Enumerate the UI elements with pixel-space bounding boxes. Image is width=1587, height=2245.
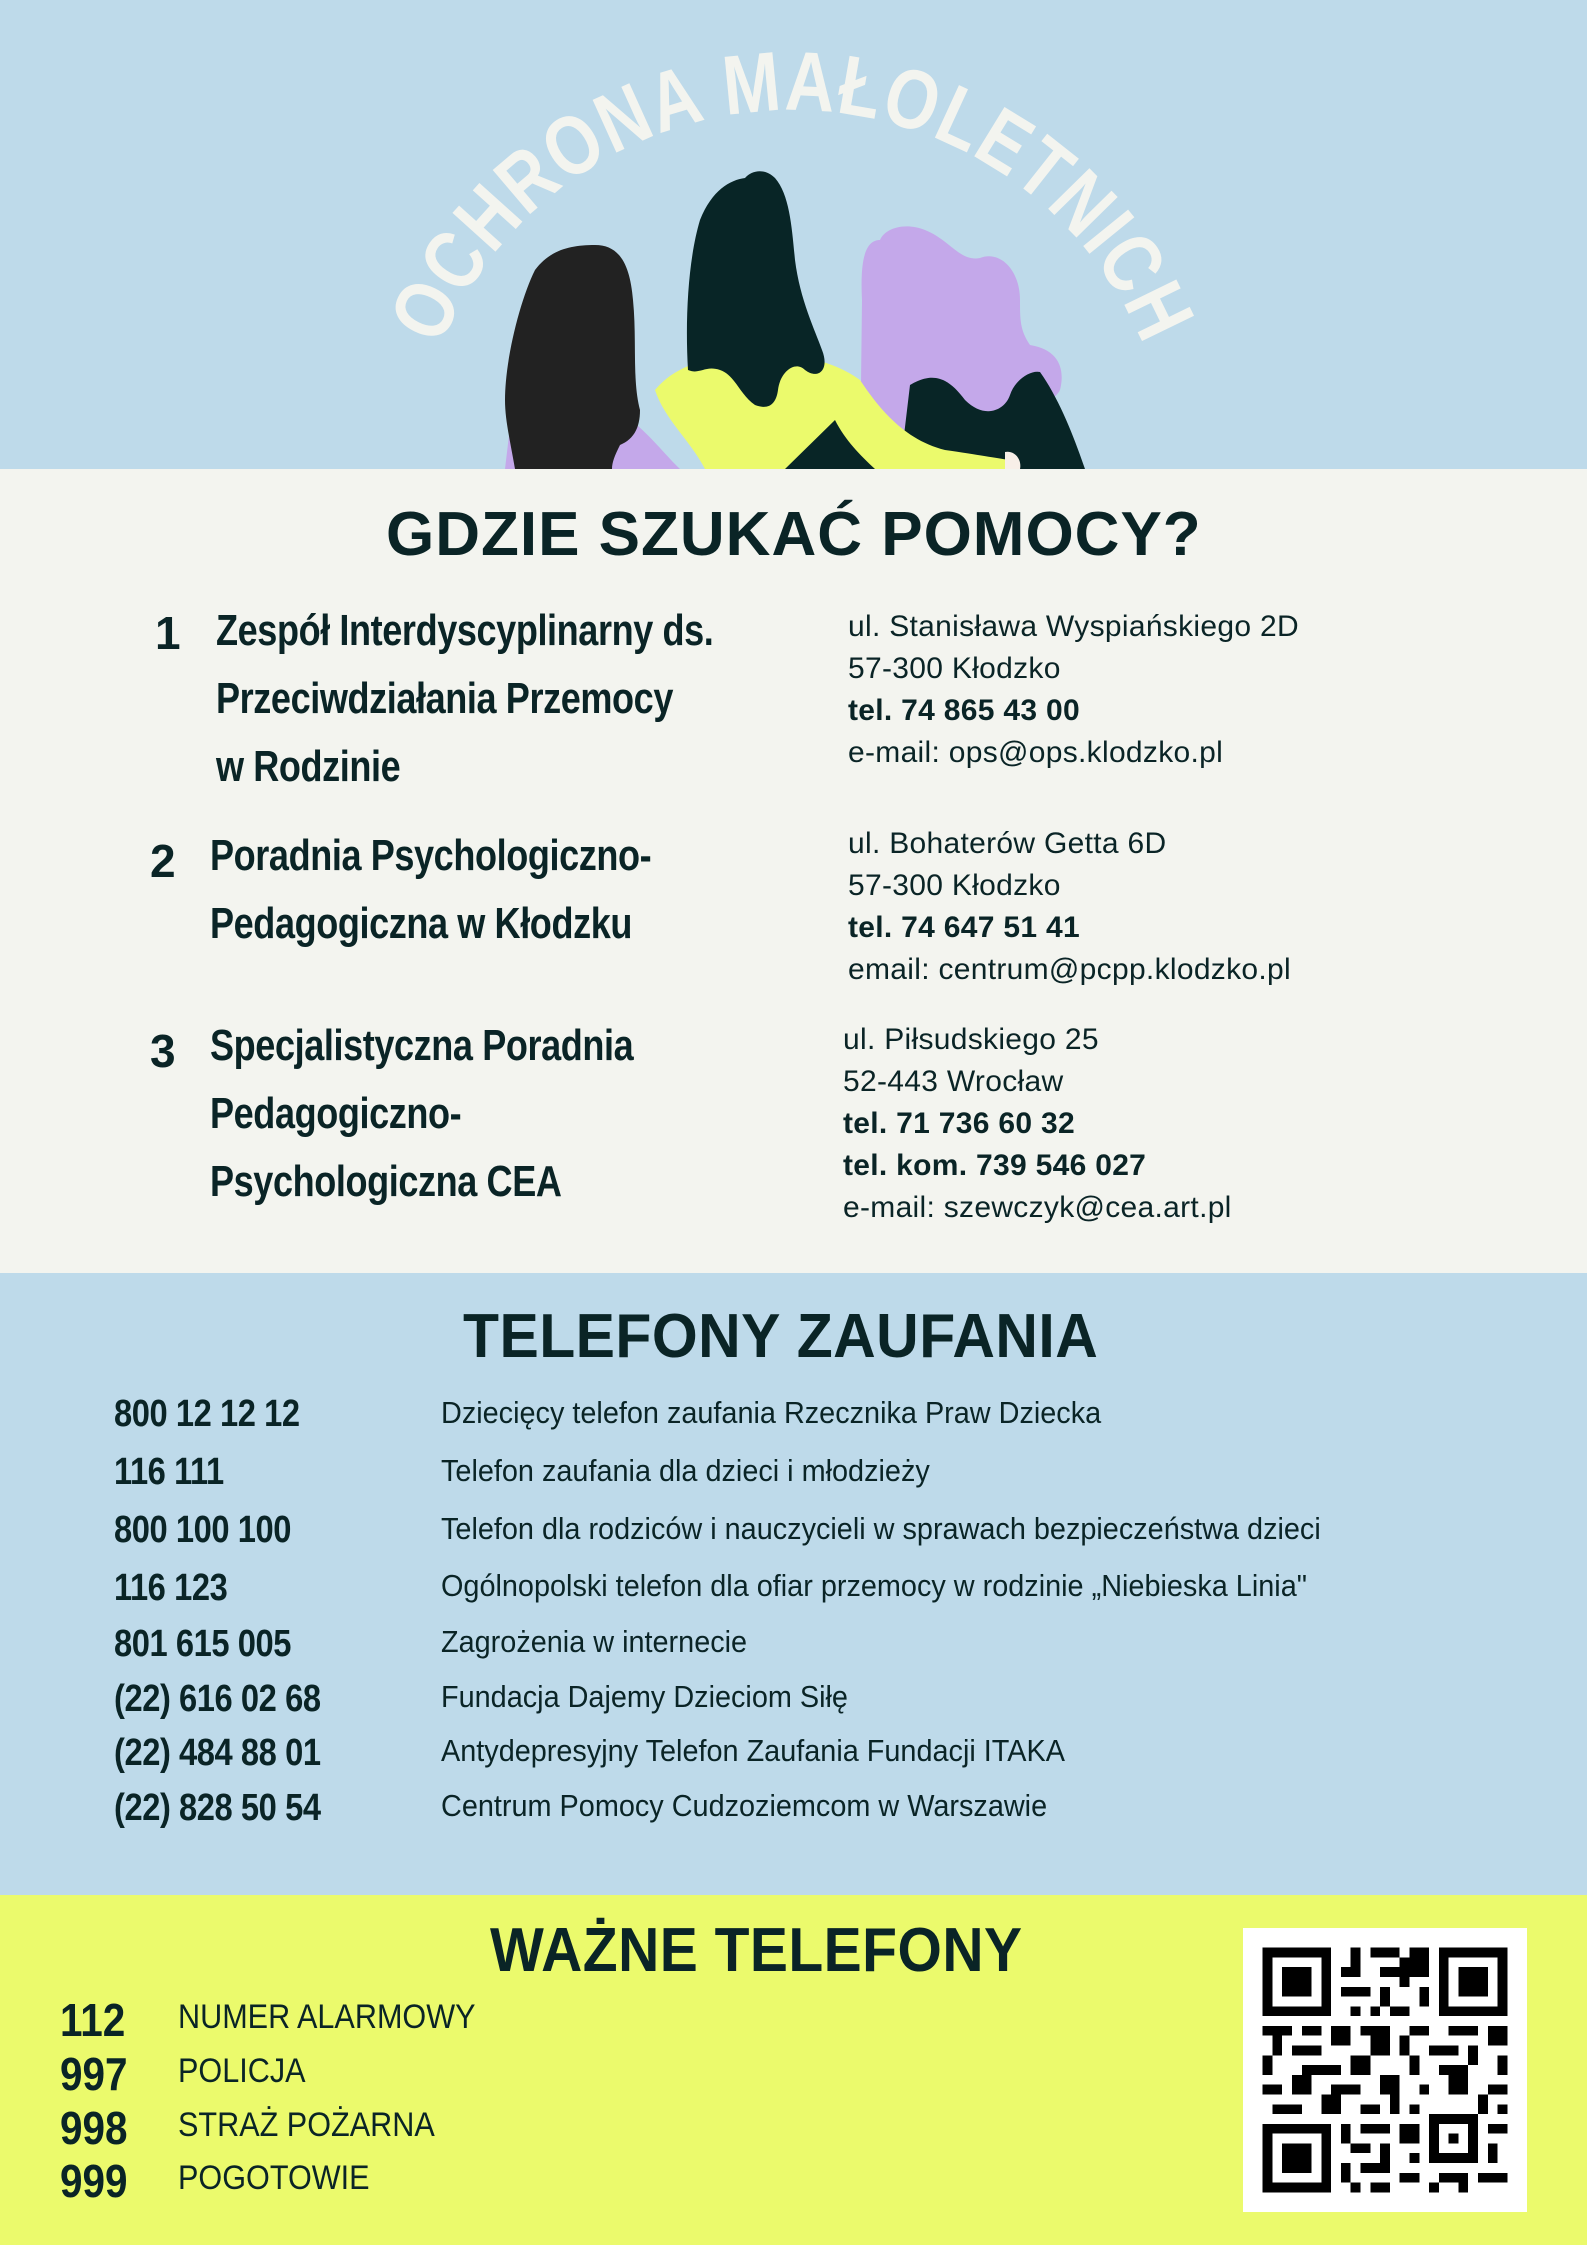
emergency-label: NUMER ALARMOWY (178, 1998, 476, 2036)
hotline-number[interactable]: 801 615 005 (114, 1623, 292, 1665)
three-friends-hugging-illustration (505, 171, 1085, 469)
emergency-number[interactable]: 112 (60, 1994, 126, 2046)
org-name-line: Psychologiczna CEA (210, 1157, 562, 1206)
emergency-number[interactable]: 999 (60, 2155, 128, 2207)
hotline-number[interactable]: (22) 616 02 68 (114, 1678, 321, 1720)
hotline-number[interactable]: (22) 828 50 54 (114, 1787, 321, 1829)
org-address: ul. Stanisława Wyspiańskiego 2D (848, 610, 1299, 643)
hotline-description: Telefon zaufania dla dzieci i młodzieży (441, 1453, 930, 1488)
hotline-number[interactable]: 116 123 (114, 1567, 228, 1609)
hotline-description: Dziecięcy telefon zaufania Rzecznika Praw Dziecka (441, 1395, 1102, 1430)
org-phone[interactable]: tel. 74 865 43 00 (848, 694, 1080, 727)
org-name-line: w Rodzinie (216, 742, 401, 791)
org-address: ul. Bohaterów Getta 6D (848, 827, 1167, 860)
org-mobile-phone[interactable]: tel. kom. 739 546 027 (843, 1149, 1147, 1182)
org-name-line: Poradnia Psychologiczno- (210, 831, 652, 880)
hotline-description: Ogólnopolski telefon dla ofiar przemocy w rodzinie „Niebieska Linia" (441, 1568, 1307, 1603)
item-number: 3 (150, 1025, 176, 1077)
emergency-label: POGOTOWIE (178, 2159, 370, 2197)
org-address: ul. Piłsudskiego 25 (843, 1023, 1099, 1056)
emergency-number[interactable]: 998 (60, 2102, 128, 2154)
hero-banner (0, 0, 1587, 469)
org-city: 52-443 Wrocław (843, 1065, 1064, 1098)
hotlines-title: TELEFONY ZAUFANIA (463, 1302, 1099, 1371)
hotline-description: Fundacja Dajemy Dzieciom Siłę (441, 1679, 848, 1714)
emergency-number[interactable]: 997 (60, 2048, 128, 2100)
important-numbers-section (0, 1895, 1587, 2245)
org-phone[interactable]: tel. 71 736 60 32 (843, 1107, 1075, 1140)
qr-code[interactable] (1243, 1928, 1527, 2212)
hotline-description: Telefon dla rodziców i nauczycieli w sprawach bezpieczeństwa dzieci (441, 1511, 1321, 1546)
org-name-line: Przeciwdziałania Przemocy (216, 674, 673, 723)
hotline-number[interactable]: (22) 484 88 01 (114, 1732, 321, 1774)
hotline-number[interactable]: 116 111 (114, 1451, 224, 1493)
hero-illustration (0, 0, 1587, 469)
org-name-line: Pedagogiczno- (210, 1089, 462, 1138)
emergency-label: POLICJA (178, 2052, 306, 2090)
hotline-number[interactable]: 800 100 100 (114, 1509, 292, 1551)
org-name-line: Pedagogiczna w Kłodzku (210, 899, 632, 948)
org-email[interactable]: e-mail: ops@ops.klodzko.pl (848, 736, 1224, 769)
org-email[interactable]: email: centrum@pcpp.klodzko.pl (848, 953, 1291, 986)
important-title: WAŻNE TELEFONY (490, 1916, 1023, 1985)
qr-code-icon (1243, 1928, 1527, 2212)
hotline-number[interactable]: 800 12 12 12 (114, 1393, 300, 1435)
org-name-line: Specjalistyczna Poradnia (210, 1021, 634, 1070)
org-contact (843, 1019, 1232, 1229)
item-number: 2 (150, 835, 176, 887)
hotline-description: Antydepresyjny Telefon Zaufania Fundacji ITAKA (441, 1733, 1065, 1768)
hotline-description: Centrum Pomocy Cudzoziemcom w Warszawie (441, 1788, 1048, 1823)
item-number: 1 (155, 607, 181, 659)
help-section (0, 469, 1587, 1273)
org-email[interactable]: e-mail: szewczyk@cea.art.pl (843, 1191, 1232, 1224)
arc-title: OCHRONA MAŁOLETNICH (370, 32, 1219, 365)
hotlines-section (0, 1273, 1587, 1895)
hotline-description: Zagrożenia w internecie (441, 1624, 748, 1659)
org-contact (848, 823, 1291, 991)
org-phone[interactable]: tel. 74 647 51 41 (848, 911, 1080, 944)
emergency-label: STRAŻ POŻARNA (178, 2106, 435, 2144)
org-city: 57-300 Kłodzko (848, 652, 1061, 685)
help-title: GDZIE SZUKAĆ POMOCY? (386, 500, 1202, 569)
org-name-line: Zespół Interdyscyplinarny ds. (216, 606, 714, 655)
org-city: 57-300 Kłodzko (848, 869, 1061, 902)
org-contact (848, 606, 1299, 774)
